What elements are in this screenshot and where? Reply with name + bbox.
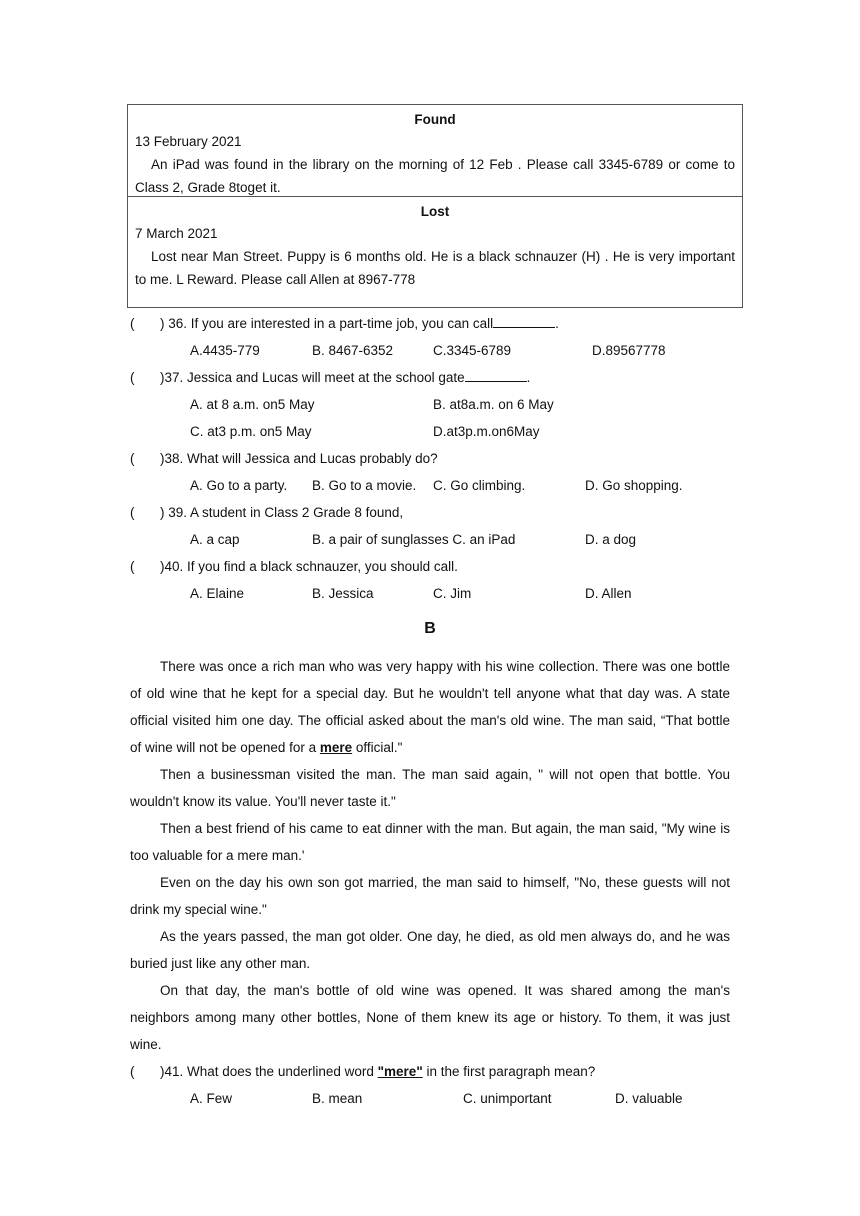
found-notice [128,105,742,197]
option-d: D. a dog [585,532,637,547]
question-40 [130,557,458,577]
underlined-word: mere [319,740,353,755]
option-d: D.at3p.m.on6May [433,424,540,439]
question-text: )37. Jessica and Lucas will meet at the school gate [160,370,465,385]
section-heading: B [424,620,436,637]
paragraph-6: On that day, the man's bottle of old wine was opened. It was shared among the man's neighbors among many other bottles, None of them knew its age or history. To them, it was just wine. [130,983,730,1052]
option-a: A.4435-779 [190,343,260,358]
answer-paren: ( [130,1064,135,1079]
question-text: ) 39. A student in Class 2 Grade 8 found, [160,505,404,520]
lost-title: Lost [420,204,450,219]
paragraph-4: Even on the day his own son got married, the man said to himself, "No, these guests will not drink my special wine." [130,875,730,917]
option-b: B. at8a.m. on 6 May [433,397,554,412]
option-d: D. valuable [615,1091,683,1106]
question-text: in the first paragraph mean? [422,1064,596,1079]
answer-paren: ( [130,370,135,385]
lost-notice [128,197,742,291]
question-end: . [555,316,559,331]
question-38 [130,449,438,469]
option-c: C. at3 p.m. on5 May [190,424,312,439]
paragraph-2: Then a businessman visited the man. The man said again, " will not open that bottle. You wouldn't know its value. You'll never taste it." [130,767,730,809]
question-text: )38. What will Jessica and Lucas probably do? [160,451,438,466]
reading-passage [130,653,730,1058]
option-d: D. Allen [585,586,632,601]
paragraph-text: official." [352,740,403,755]
notice-table [127,104,743,308]
option-b: B. 8467-6352 [312,343,394,358]
found-title: Found [414,112,456,127]
option-a: A. at 8 a.m. on5 May [190,397,315,412]
option-c: C.3345-6789 [433,343,512,358]
found-date: 13 February 2021 [135,134,242,149]
question-text: )40. If you find a black schnauzer, you should call. [160,559,458,574]
question-end: . [526,370,531,385]
underlined-word: "mere" [377,1064,423,1079]
option-d: D.89567778 [592,343,666,358]
question-37 [130,368,530,388]
answer-paren: ( [130,451,135,466]
question-text: )41. What does the underlined word [160,1064,378,1079]
paragraph-text: There was once a rich man who was very happy with his wine collection. There was one bottle of old wine that he kept for a special day. But he wouldn't tell anyone what that day was. A state official visited him one day. The official asked about the man's old wine. The man said, “That bottle of wine will not be opened for a [130,659,730,755]
answer-blank [465,368,527,382]
option-a: A. Few [190,1091,233,1106]
option-c: C. Go climbing. [433,478,526,493]
option-c: C. Jim [433,586,472,601]
option-c: C. unimportant [463,1091,552,1106]
lost-body: Lost near Man Street. Puppy is 6 months old. He is a black schnauzer (H) . He is very important to me. L Reward. Please call Allen at 8967-778 [135,249,735,287]
option-b: B. mean [312,1091,363,1106]
option-d: D. Go shopping. [585,478,683,493]
answer-paren: ( [130,316,135,331]
option-b: B. Go to a movie. [312,478,417,493]
option-a: A. a cap [190,532,240,547]
found-body: An iPad was found in the library on the morning of 12 Feb . Please call 3345-6789 or come to Class 2, Grade 8toget it. [135,157,735,195]
option-a: A. Go to a party. [190,478,288,493]
answer-paren: ( [130,505,135,520]
answer-paren: ( [130,559,135,574]
paragraph-3: Then a best friend of his came to eat dinner with the man. But again, the man said, "My wine is too valuable for a mere man.' [130,821,730,863]
option-b-c: B. a pair of sunglasses C. an iPad [312,532,516,547]
paragraph-5: As the years passed, the man got older. One day, he died, as old men always do, and he was buried just like any other man. [130,929,730,971]
question-36 [130,314,559,334]
answer-blank [493,314,555,328]
lost-date: 7 March 2021 [135,226,218,241]
option-a: A. Elaine [190,586,245,601]
question-text: ) 36. If you are interested in a part-time job, you can call [160,316,494,331]
question-39 [130,503,403,523]
question-41 [130,1062,595,1082]
paragraph-1 [130,653,730,761]
option-b: B. Jessica [312,586,374,601]
